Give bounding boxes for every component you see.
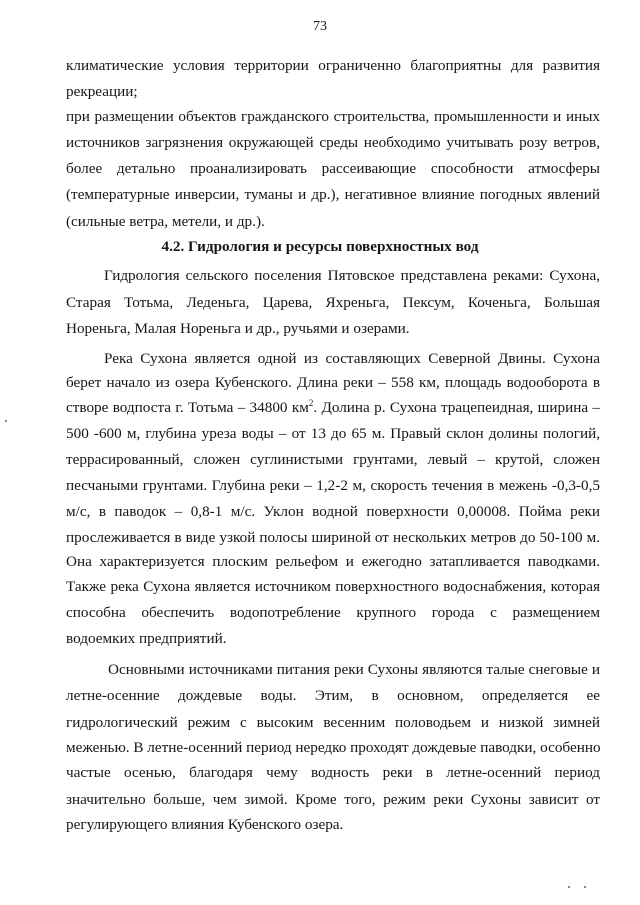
section-heading: 4.2. Гидрология и ресурсы поверхностных вод bbox=[161, 238, 479, 255]
text-line: Она характеризуется плоским рельефом и ежегодно затапливается паводками. bbox=[66, 553, 600, 570]
text-line: Река Сухона является одной из составляющих Северной Двины. Сухона bbox=[104, 350, 600, 367]
text-line: 500 -600 м, глубина уреза воды – от 13 до 65 м. Правый склон долины пологий, bbox=[66, 425, 600, 442]
text-line: песчаными грунтами. Глубина реки – 1,2-2 м, скорость течения в межень -0,3-0,5 bbox=[66, 477, 600, 494]
text-line: Гидрология сельского поселения Пятовское представлена реками: Сухона, bbox=[104, 267, 600, 284]
text-line: при размещении объектов гражданского строительства, промышленности и иных bbox=[66, 108, 600, 125]
text-line: Старая Тотьма, Леденьга, Царева, Яхреньга, Пексум, Коченьга, Большая bbox=[66, 294, 600, 311]
text-line: Нореньга, Малая Нореньга и др., ручьями и озерами. bbox=[66, 320, 410, 337]
text-line: водоемких предприятий. bbox=[66, 630, 227, 647]
page-number: 73 bbox=[313, 19, 327, 34]
text-line: террасированный, сложен суглинистыми грунтами, левый – крутой, сложен bbox=[66, 451, 600, 468]
text-line: летне-осенние дождевые воды. Этим, в основном, определяется ее bbox=[66, 687, 600, 704]
text-line: регулирующего влияния Кубенского озера. bbox=[66, 816, 344, 833]
text-line: частые осенью, благодаря чему водность реки в летне-осенний период bbox=[66, 764, 600, 781]
text-line: прослеживается в виде узкой полосы шириной от нескольких метров до 50-100 м. bbox=[66, 529, 600, 546]
text-line: берет начало из озера Кубенского. Длина реки – 558 км, площадь водооборота в bbox=[66, 374, 600, 391]
scan-mark bbox=[584, 886, 586, 888]
text-line: способна обеспечить водопотребление крупного города с размещением bbox=[66, 604, 600, 621]
text-line: значительно больше, чем зимой. Кроме того, режим реки Сухоны зависит от bbox=[66, 791, 600, 808]
scan-mark bbox=[568, 886, 570, 888]
scan-mark bbox=[5, 420, 7, 422]
text-line: (сильные ветра, метели, и др.). bbox=[66, 213, 265, 230]
text-line: створе водпоста г. Тотьма – 34800 $км^2$. Долина р. Сухона трацепеидная, ширина – bbox=[66, 398, 600, 416]
text-line: гидрологический режим с высоким весенним половодьем и низкой зимней bbox=[66, 714, 600, 731]
text-line: м/с, в паводок – 0,8-1 м/с. Уклон водной поверхности 0,00008. Пойма реки bbox=[66, 503, 600, 520]
text-line: Также река Сухона является источником поверхностного водоснабжения, которая bbox=[66, 578, 600, 595]
text-line: Основными источниками питания реки Сухоны являются талые снеговые и bbox=[108, 661, 600, 678]
text-line: (температурные инверсии, туманы и др.), негативное влияние погодных явлений bbox=[66, 186, 600, 203]
text-line: источников загрязнения окружающей среды необходимо учитывать розу ветров, bbox=[66, 134, 600, 151]
text-line: меженью. В летне-осенний период нередко проходят дождевые паводки, особенно bbox=[66, 739, 601, 756]
text-line: рекреации; bbox=[66, 83, 138, 100]
text-line: более детально проанализировать рассеивающие способности атмосферы bbox=[66, 160, 600, 177]
text-line: климатические условия территории ограниченно благоприятны для развития bbox=[66, 57, 600, 74]
